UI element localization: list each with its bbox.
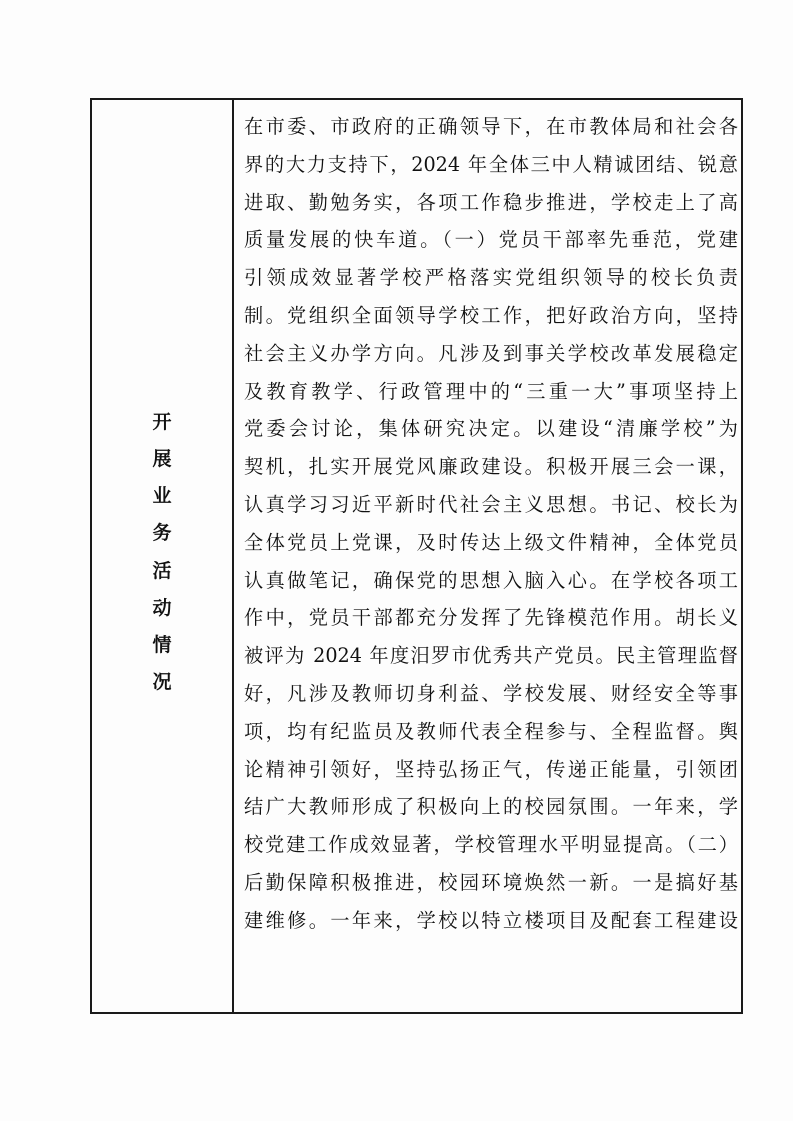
text-line: 及教育教学、行政管理中的“三重一大”事项坚持上 [244,379,738,403]
text-line: 校党建工作成效显著，学校管理水平明显提高。（二） [244,833,738,857]
text-line: 界的大力支持下，2024 年全体三中人精诚团结、锐意 [244,152,738,176]
text-line: 认真做笔记，确保党的思想入脑入心。在学校各项工 [244,568,738,592]
row-label-char: 活 [152,560,172,582]
text-line: 建维修。一年来，学校以特立楼项目及配套工程建设 [244,908,738,932]
text-line: 质量发展的快车道。（一）党员干部率先垂范，党建 [244,228,738,252]
row-label-cell [92,100,232,1012]
row-label-char: 动 [152,597,172,619]
text-line: 全体党员上党课，及时传达上级文件精神，全体党员 [244,530,738,554]
text-line: 作中，党员干部都充分发挥了先锋模范作用。胡长义 [244,606,738,630]
text-line: 结广大教师形成了积极向上的校园氛围。一年来，学 [244,795,738,819]
row-label-char: 情 [152,634,172,656]
text-line: 党委会讨论，集体研究决定。以建设“清廉学校”为 [244,417,738,441]
text-line: 后勤保障积极推进，校园环境焕然一新。一是搞好基 [244,870,738,894]
row-label-char: 况 [152,671,172,693]
row-label-char: 展 [152,448,172,470]
row-label-char: 业 [152,485,172,507]
text-line: 在市委、市政府的正确领导下，在市教体局和社会各 [244,115,738,138]
column-divider [232,100,234,1012]
text-line: 被评为 2024 年度汨罗市优秀共产党员。民主管理监督 [244,644,738,668]
report-table [90,98,743,1014]
text-line: 制。党组织全面领导学校工作，把好政治方向，坚持 [244,303,738,327]
text-line: 论精神引领好，坚持弘扬正气，传递正能量，引领团 [244,757,738,781]
text-line: 认真学习习近平新时代社会主义思想。书记、校长为 [244,492,738,516]
content-cell [244,108,738,940]
row-label-char: 开 [152,411,172,433]
text-line: 进取、勤勉务实，各项工作稳步推进，学校走上了高 [244,190,738,214]
text-line: 契机，扎实开展党风廉政建设。积极开展三会一课， [244,455,738,479]
text-line: 社会主义办学方向。凡涉及到事关学校改革发展稳定 [244,341,738,365]
text-line: 项，均有纪监员及教师代表全程参与、全程监督。舆 [244,719,738,743]
text-line: 好，凡涉及教师切身利益、学校发展、财经安全等事 [244,681,738,705]
text-line: 引领成效显著学校严格落实党组织领导的校长负责 [244,266,738,290]
row-label-char: 务 [152,522,172,544]
